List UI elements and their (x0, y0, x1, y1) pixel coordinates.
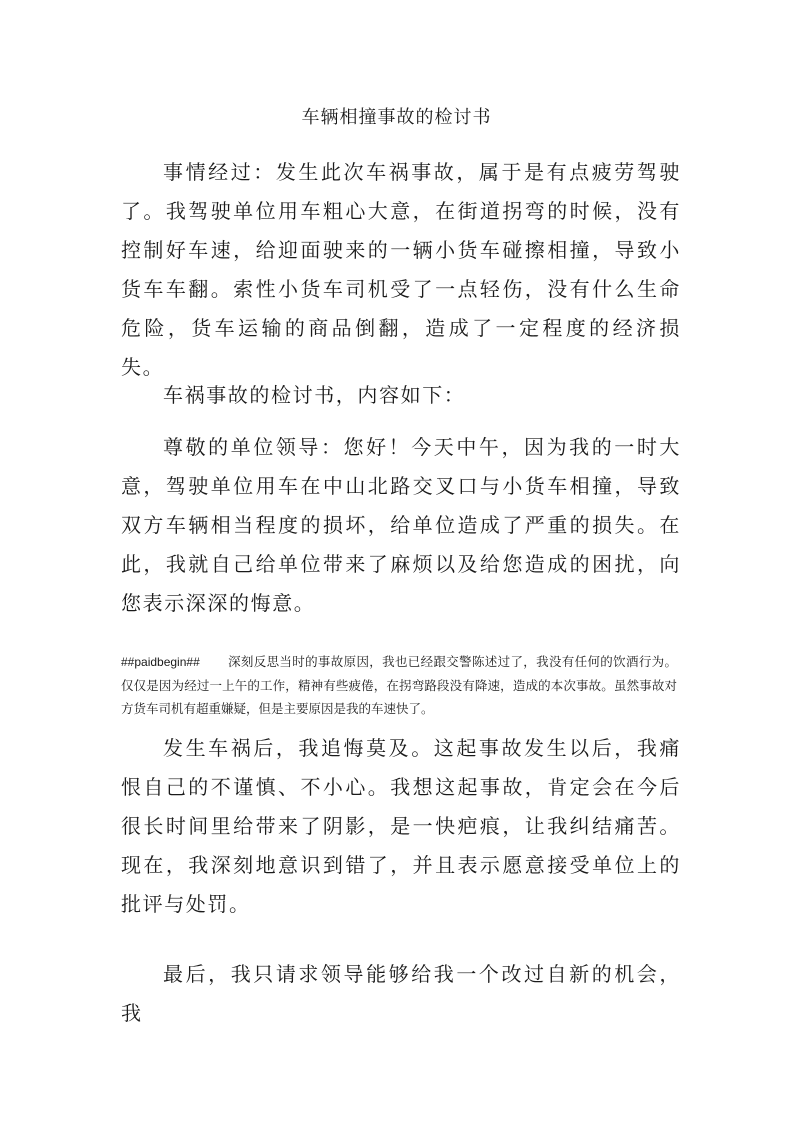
paragraph-incident-account: 事情经过：发生此次车祸事故，属于是有点疲劳驾驶了。我驾驶单位用车粗心大意，在街道拐弯的时候，没有控制好车速，给迎面驶来的一辆小货车碰擦相撞，导致小货车车翻。索性小货车司机受了一点轻伤，没有什么生命危险，货车运输的商品倒翻，造成了一定程度的经济损失。 (121, 160, 681, 379)
paragraph-intro: 车祸事故的检讨书，内容如下： (163, 383, 466, 407)
paid-paragraph: 深刻反思当时的事故原因，我也已经跟交警陈述过了，我没有任何的饮酒行为。仅仅是因为经过一上午的工作，精神有些疲倦，在拐弯路段没有降速，造成的本次事故。虽然事故对方货车司机有超重嫌疑，但是主要原因是我的车速快了。 (121, 654, 677, 716)
paragraph-remorse: 发生车祸后，我追悔莫及。这起事故发生以后，我痛恨自己的不谨慎、不小心。我想这起事故，肯定会在今后很长时间里给带来了阴影，是一快疤痕，让我纠结痛苦。现在，我深刻地意识到错了，并且表示愿意接受单位上的批评与处罚。 (121, 736, 681, 916)
document-title: 车辆相撞事故的检讨书 (301, 107, 492, 128)
paid-marker: ##paidbegin## (121, 655, 200, 669)
paid-section (121, 650, 677, 720)
paragraph-salutation: 尊敬的单位领导：您好！今天中午，因为我的一时大意，驾驶单位用车在中山北路交叉口与小货车相撞，导致双方车辆相当程度的损坏，给单位造成了严重的损失。在此，我就自己给单位带来了麻烦以及给您造成的困扰，向您表示深深的悔意。 (121, 435, 681, 615)
paragraph-closing: 最后，我只请求领导能够给我一个改过自新的机会，我 (121, 962, 681, 1025)
